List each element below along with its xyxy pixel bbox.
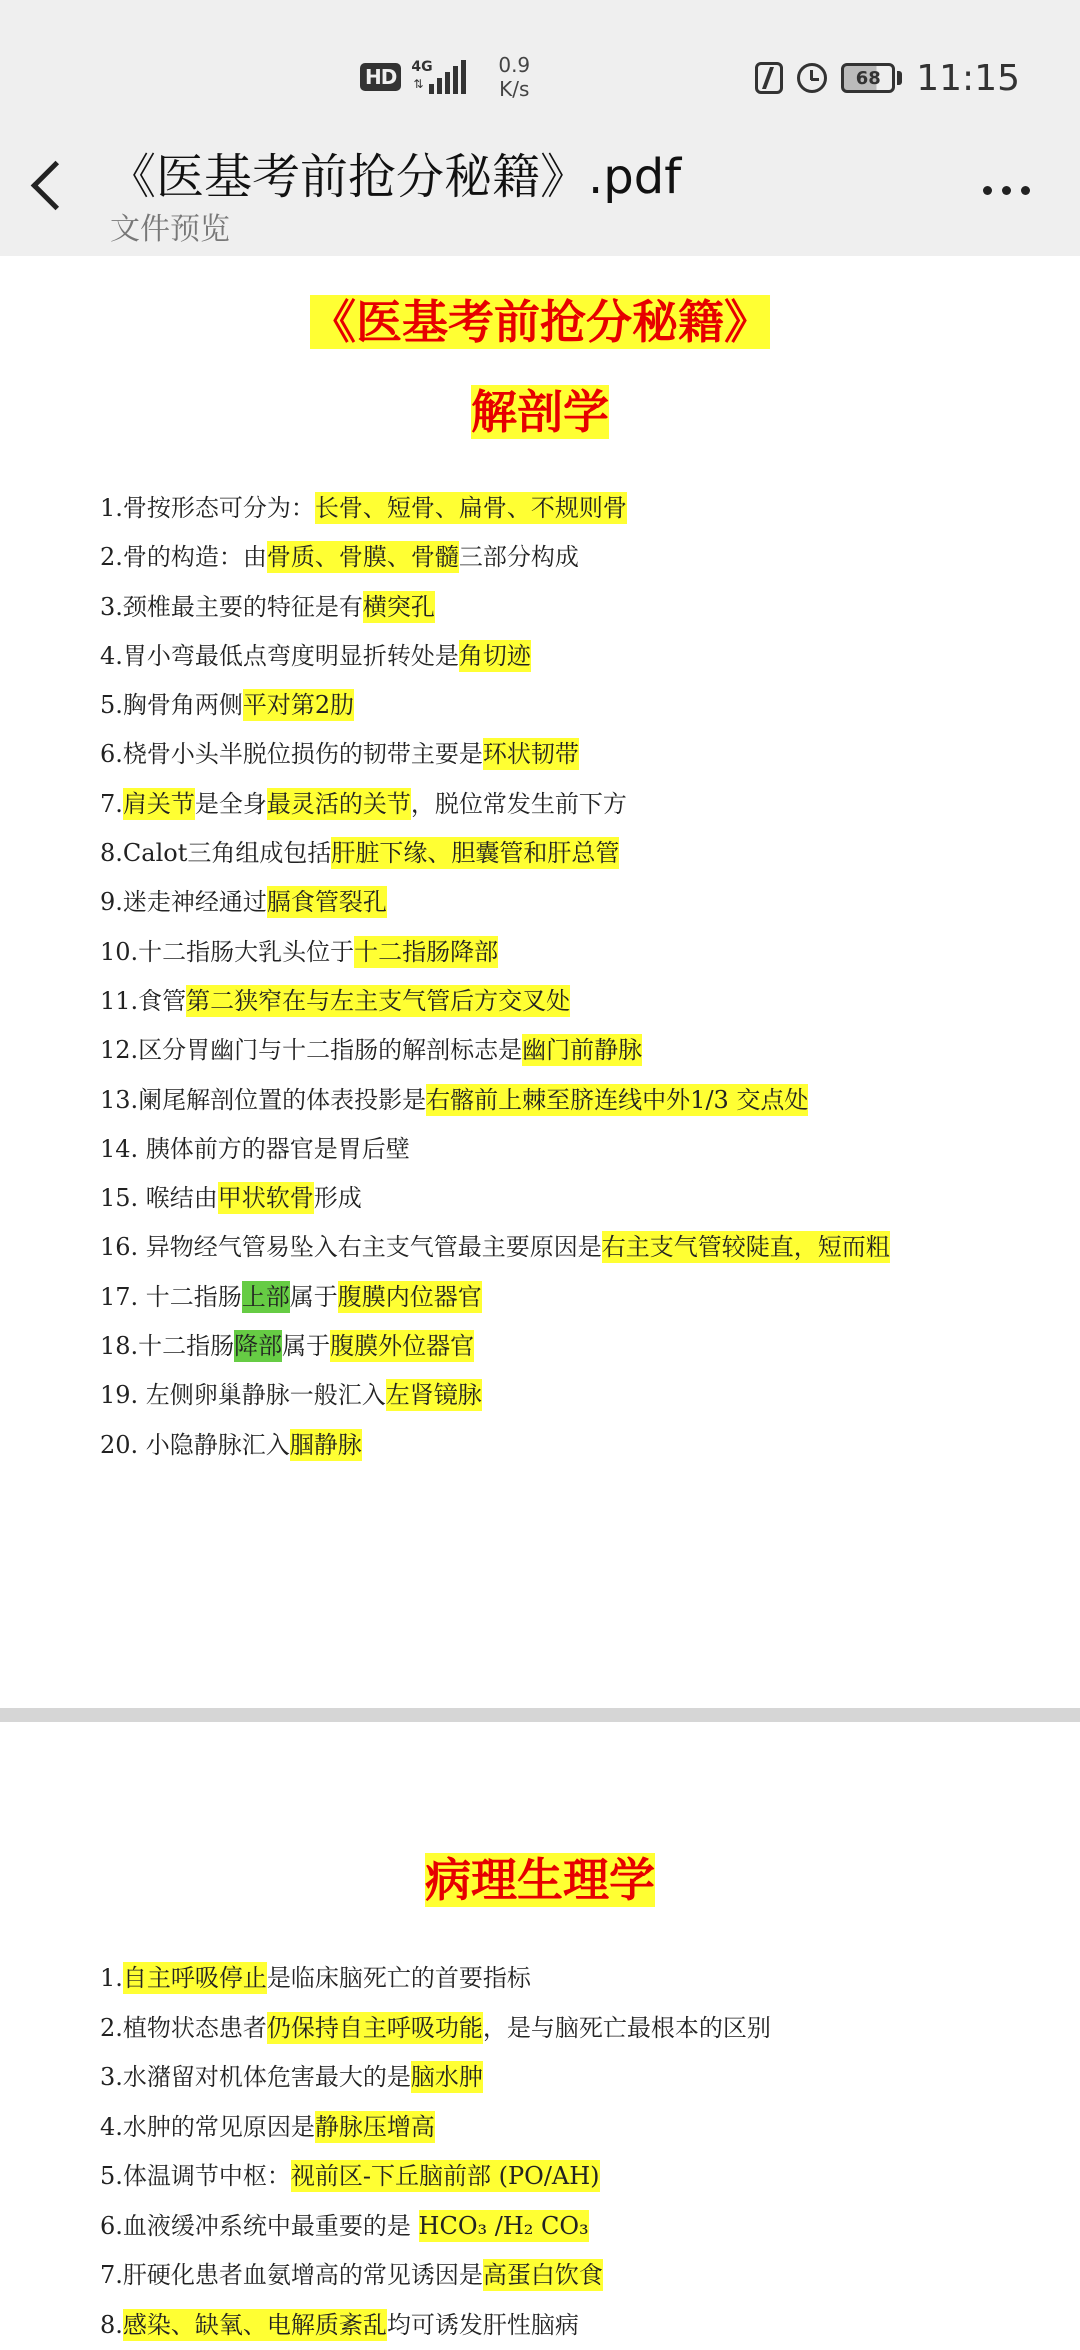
- list-item: [100, 533, 1060, 582]
- item-text: 8.: [100, 2309, 123, 2341]
- signal-bar: [453, 66, 458, 94]
- more-dot: [983, 186, 992, 195]
- list-item: [100, 2103, 1060, 2153]
- highlighted-text: 环状韧带: [483, 738, 579, 770]
- hd-voice-icon: HD: [360, 63, 401, 91]
- item-text: 10.十二指肠大乳头位于: [100, 936, 354, 968]
- list-item: [100, 1174, 1060, 1223]
- data-speed: [498, 53, 530, 101]
- item-text: 11.食管: [100, 985, 186, 1017]
- network-type-label: 4G: [411, 60, 432, 74]
- item-list: [100, 484, 1060, 1470]
- highlighted-text: 第二狭窄在与左主支气管后方交叉处: [186, 985, 570, 1017]
- list-item: [100, 2053, 1060, 2103]
- file-title: 《医基考前抢分秘籍》.pdf: [108, 138, 681, 207]
- section-title-text: 解剖学: [471, 385, 609, 439]
- highlighted-text: 横突孔: [363, 591, 435, 623]
- item-text: 5.体温调节中枢：: [100, 2160, 291, 2192]
- page-separator: [0, 1708, 1080, 1722]
- highlighted-text: 右髂前上棘至脐连线中外1/3 交点处: [426, 1084, 808, 1116]
- item-text: 1.: [100, 1962, 123, 1994]
- item-list: [100, 1954, 1060, 2350]
- list-item: [100, 2152, 1060, 2202]
- document-page-1[interactable]: [0, 256, 1080, 1708]
- item-text: 形成: [314, 1182, 362, 1214]
- item-text: 13.阑尾解剖位置的体表投影是: [100, 1084, 426, 1116]
- nfc-icon: [755, 62, 783, 94]
- item-text: 7.肝硬化患者血氨增高的常见诱因是: [100, 2259, 483, 2291]
- list-item: [100, 1076, 1060, 1125]
- list-item: [100, 632, 1060, 681]
- document-title-text: 《医基考前抢分秘籍》: [310, 295, 770, 349]
- item-text: 20. 小隐静脉汇入: [100, 1429, 290, 1461]
- status-right: [755, 50, 1020, 106]
- section-title: [0, 376, 1080, 442]
- highlighted-text: 腹膜外位器官: [330, 1330, 474, 1362]
- highlighted-text: 降部: [234, 1330, 282, 1362]
- data-speed-value: 0.9: [498, 53, 530, 77]
- highlighted-text: 上部: [242, 1281, 290, 1313]
- list-item: [100, 829, 1060, 878]
- item-text: 是临床脑死亡的首要指标: [267, 1962, 531, 1994]
- battery-level: 68: [856, 68, 881, 89]
- highlighted-text: 幽门前静脉: [522, 1034, 642, 1066]
- list-item: [100, 928, 1060, 977]
- item-text: 2.植物状态患者: [100, 2012, 267, 2044]
- list-item: [100, 780, 1060, 829]
- item-text: 三部分构成: [459, 541, 579, 573]
- item-text: 均可诱发肝性脑病: [387, 2309, 579, 2341]
- status-bar: [0, 0, 1080, 150]
- item-text: 9.迷走神经通过: [100, 886, 267, 918]
- signal-icon: [411, 60, 466, 94]
- signal-bar: [461, 60, 466, 94]
- highlighted-text: HCO₃ /H₂ CO₃: [419, 2210, 589, 2242]
- document-title: [0, 286, 1080, 352]
- highlighted-text: 脑水肿: [411, 2061, 483, 2093]
- highlighted-text: 自主呼吸停止: [123, 1962, 267, 1994]
- item-text: 7.: [100, 788, 123, 820]
- highlighted-text: 静脉压增高: [315, 2111, 435, 2143]
- highlighted-text: 感染、缺氧、电解质紊乱: [123, 2309, 387, 2341]
- list-item: [100, 1954, 1060, 2004]
- highlighted-text: 仍保持自主呼吸功能: [267, 2012, 483, 2044]
- list-item: [100, 681, 1060, 730]
- item-text: 1.骨按形态可分为：: [100, 492, 315, 524]
- list-item: [100, 730, 1060, 779]
- list-item: [100, 1322, 1060, 1371]
- item-text: 3.颈椎最主要的特征是有: [100, 591, 363, 623]
- highlighted-text: 十二指肠降部: [354, 936, 498, 968]
- item-text: 5.胸骨角两侧: [100, 689, 243, 721]
- item-text: 3.水潴留对机体危害最大的是: [100, 2061, 411, 2093]
- list-item: [100, 484, 1060, 533]
- list-item: [100, 878, 1060, 927]
- item-text: ，脱位常发生前下方: [411, 788, 627, 820]
- highlighted-text: 膈食管裂孔: [267, 886, 387, 918]
- document-page-2[interactable]: [0, 1722, 1080, 2340]
- item-text: 4.胃小弯最低点弯度明显折转处是: [100, 640, 459, 672]
- list-item: [100, 1026, 1060, 1075]
- item-text: 19. 左侧卵巢静脉一般汇入: [100, 1379, 386, 1411]
- highlighted-text: 肝脏下缘、胆囊管和肝总管: [331, 837, 619, 869]
- clock: 11:15: [916, 58, 1020, 99]
- list-item: [100, 1125, 1060, 1174]
- list-item: [100, 2202, 1060, 2252]
- more-dot: [1002, 186, 1011, 195]
- highlighted-text: 平对第2肋: [243, 689, 354, 721]
- highlighted-text: 肩关节: [123, 788, 195, 820]
- status-left: [360, 52, 530, 102]
- list-item: [100, 1371, 1060, 1420]
- item-text: 2.骨的构造：由: [100, 541, 267, 573]
- item-text: 6.血液缓冲系统中最重要的是: [100, 2210, 419, 2242]
- list-item: [100, 1223, 1060, 1272]
- item-text: 16. 异物经气管易坠入右主支气管最主要原因是: [100, 1231, 602, 1263]
- section-title: [0, 1844, 1080, 1910]
- list-item: [100, 2004, 1060, 2054]
- list-item: [100, 583, 1060, 632]
- more-icon[interactable]: [983, 186, 1030, 195]
- item-text: 属于: [290, 1281, 338, 1313]
- highlighted-text: 腘静脉: [290, 1429, 362, 1461]
- highlighted-text: 高蛋白饮食: [483, 2259, 603, 2291]
- item-text: 6.桡骨小头半脱位损伤的韧带主要是: [100, 738, 483, 770]
- data-arrows-icon: ⇅: [413, 78, 423, 90]
- item-text: 是全身: [195, 788, 267, 820]
- battery-cap-icon: [897, 71, 902, 85]
- list-item: [100, 977, 1060, 1026]
- list-item: [100, 1421, 1060, 1470]
- data-speed-unit: K/s: [498, 77, 530, 101]
- item-text: 14. 胰体前方的器官是胃后壁: [100, 1133, 410, 1165]
- highlighted-text: 视前区-下丘脑前部 (PO/AH): [291, 2160, 600, 2192]
- item-text: 15. 喉结由: [100, 1182, 218, 1214]
- item-text: 属于: [282, 1330, 330, 1362]
- signal-bar: [445, 72, 450, 94]
- item-text: 17. 十二指肠: [100, 1281, 242, 1313]
- battery-icon: [841, 63, 895, 93]
- highlighted-text: 长骨、短骨、扁骨、不规则骨: [315, 492, 627, 524]
- highlighted-text: 骨质、骨膜、骨髓: [267, 541, 459, 573]
- highlighted-text: 左肾镜脉: [386, 1379, 482, 1411]
- highlighted-text: 最灵活的关节: [267, 788, 411, 820]
- item-text: ，是与脑死亡最根本的区别: [483, 2012, 771, 2044]
- list-item: [100, 2251, 1060, 2301]
- item-text: 8.Calot三角组成包括: [100, 837, 331, 869]
- list-item: [100, 2301, 1060, 2350]
- signal-bar: [437, 78, 442, 94]
- file-preview-label: 文件预览: [110, 204, 230, 248]
- alarm-icon: [797, 63, 827, 93]
- section-title-text: 病理生理学: [425, 1853, 655, 1907]
- highlighted-text: 甲状软骨: [218, 1182, 314, 1214]
- item-text: 18.十二指肠: [100, 1330, 234, 1362]
- more-dot: [1021, 186, 1030, 195]
- item-text: 4.水肿的常见原因是: [100, 2111, 315, 2143]
- item-text: 12.区分胃幽门与十二指肠的解剖标志是: [100, 1034, 522, 1066]
- list-item: [100, 1273, 1060, 1322]
- highlighted-text: 右主支气管较陡直，短而粗: [602, 1231, 890, 1263]
- highlighted-text: 腹膜内位器官: [338, 1281, 482, 1313]
- signal-bar: [429, 84, 434, 94]
- highlighted-text: 角切迹: [459, 640, 531, 672]
